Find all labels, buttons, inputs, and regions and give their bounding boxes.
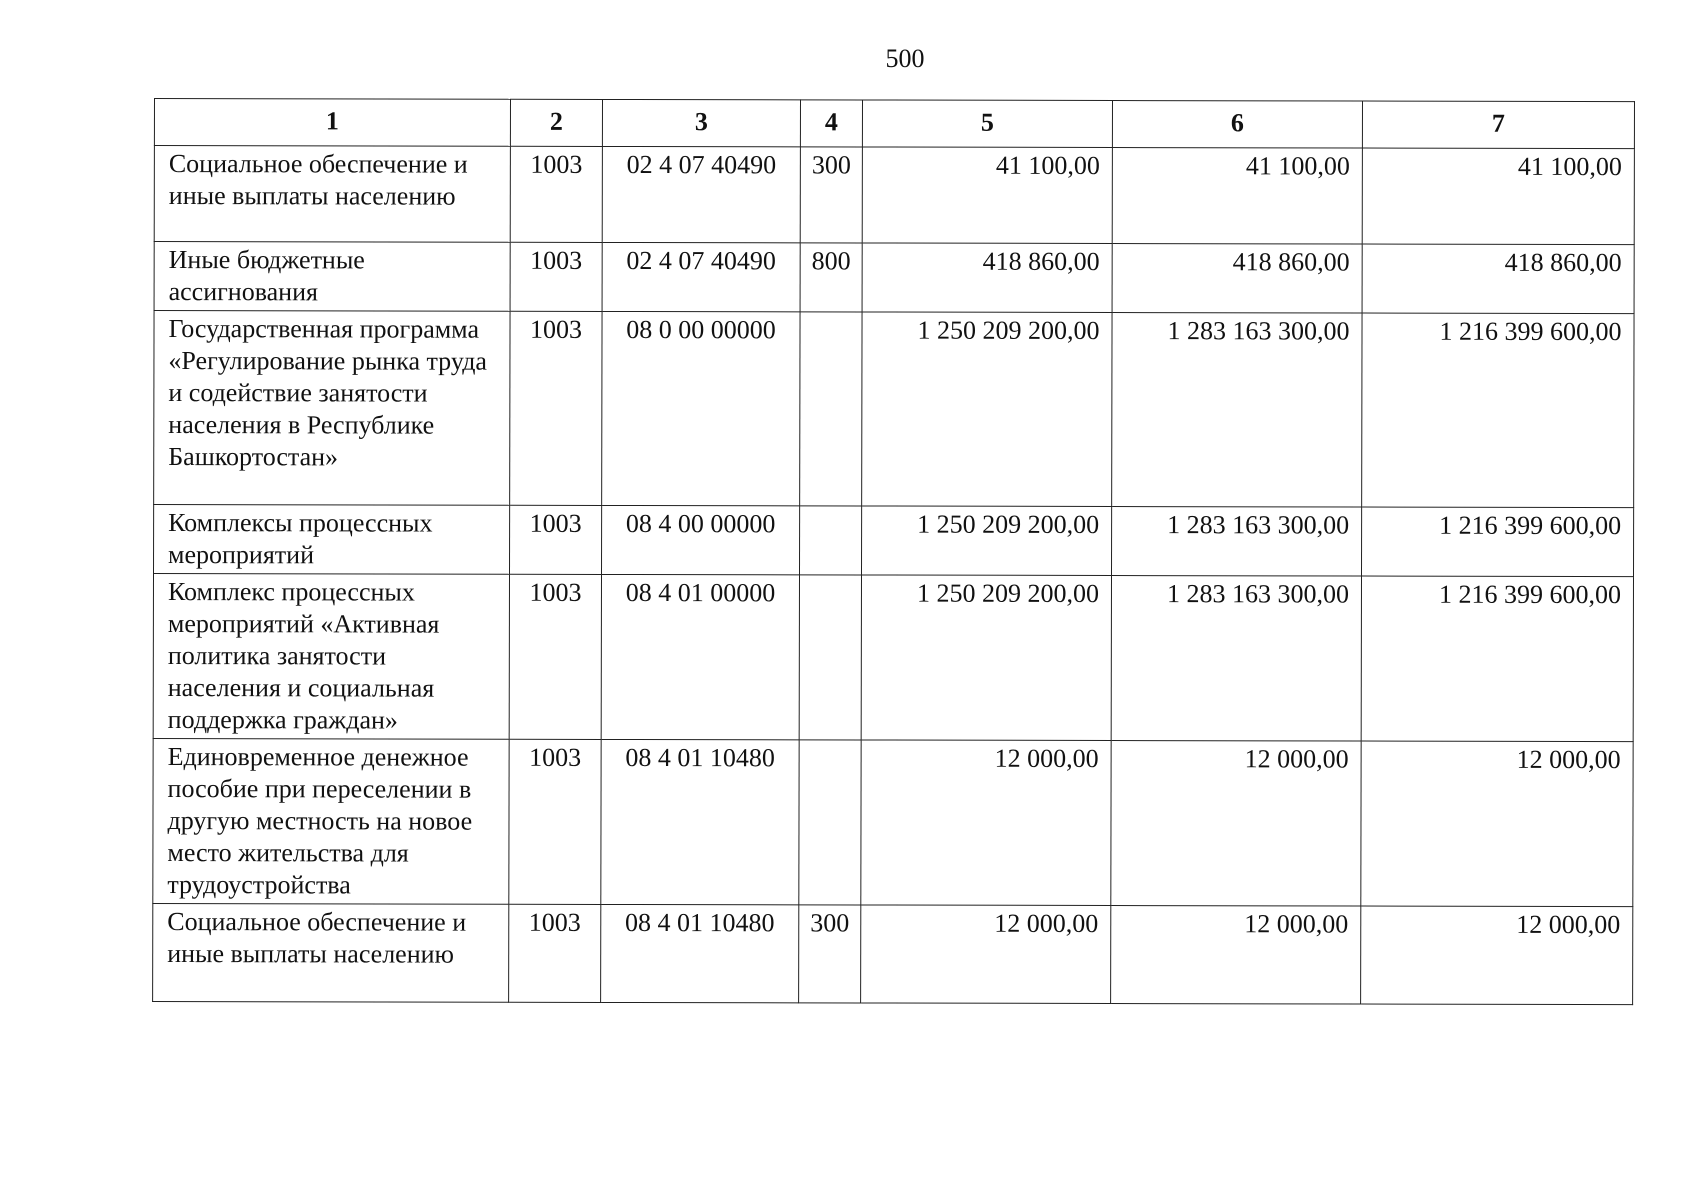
row-sum-6: 41 100,00 xyxy=(1112,148,1362,245)
row-sum-6: 1 283 163 300,00 xyxy=(1112,507,1362,577)
row-sum-6: 418 860,00 xyxy=(1112,244,1362,314)
page-number: 500 xyxy=(885,44,925,73)
row-type: 300 xyxy=(800,147,862,243)
row-type: 300 xyxy=(799,905,861,1003)
row-sum-7: 1 216 399 600,00 xyxy=(1362,313,1634,508)
row-sum-7: 12 000,00 xyxy=(1361,906,1633,1005)
row-type xyxy=(800,312,862,506)
row-section: 1003 xyxy=(510,242,602,311)
row-section: 1003 xyxy=(509,574,601,739)
row-section: 1003 xyxy=(510,505,602,574)
row-sum-6: 12 000,00 xyxy=(1111,906,1361,1005)
row-name: Иные бюджетные ассигнования xyxy=(154,242,510,312)
row-section: 1003 xyxy=(510,311,602,505)
row-sum-5: 418 860,00 xyxy=(862,243,1112,313)
row-sum-6: 1 283 163 300,00 xyxy=(1112,313,1362,508)
row-sum-5: 1 250 209 200,00 xyxy=(861,575,1111,741)
column-header-2: 2 xyxy=(510,99,602,146)
row-name: Социальное обеспечение и иные выплаты населению xyxy=(153,903,509,1002)
row-target: 08 4 00 00000 xyxy=(602,505,800,574)
row-target: 08 4 01 10480 xyxy=(601,904,799,1002)
row-target: 02 4 07 40490 xyxy=(602,146,800,242)
row-sum-6: 1 283 163 300,00 xyxy=(1111,576,1361,742)
row-sum-7: 1 216 399 600,00 xyxy=(1361,576,1633,742)
budget-table xyxy=(152,98,1635,1005)
table-row xyxy=(154,311,1634,508)
row-sum-5: 1 250 209 200,00 xyxy=(862,312,1112,507)
row-type: 800 xyxy=(800,243,862,312)
row-target: 08 0 00 00000 xyxy=(602,311,800,505)
table-row xyxy=(154,242,1634,314)
table-row xyxy=(153,574,1633,742)
row-sum-7: 41 100,00 xyxy=(1362,148,1634,245)
row-sum-7: 418 860,00 xyxy=(1362,244,1634,314)
row-sum-7: 1 216 399 600,00 xyxy=(1362,507,1634,577)
column-header-7: 7 xyxy=(1362,101,1634,149)
row-name: Социальное обеспечение и иные выплаты населению xyxy=(154,146,510,243)
row-name: Комплекс процессных мероприятий «Активная политика занятости населения и социальная поддержка граждан» xyxy=(153,574,509,740)
table-row xyxy=(153,903,1633,1004)
row-type xyxy=(799,740,861,905)
row-section: 1003 xyxy=(509,739,601,904)
table-row xyxy=(154,505,1634,577)
row-sum-6: 12 000,00 xyxy=(1111,741,1361,907)
row-section: 1003 xyxy=(509,904,601,1002)
row-target: 08 4 01 10480 xyxy=(601,739,799,904)
row-sum-5: 12 000,00 xyxy=(861,740,1111,906)
row-sum-5: 1 250 209 200,00 xyxy=(862,506,1112,576)
header-row xyxy=(154,99,1634,149)
table-row xyxy=(153,738,1633,906)
row-name: Единовременное денежное пособие при переселении в другую местность на новое место жительства для трудоустройства xyxy=(153,738,509,904)
row-type xyxy=(799,575,861,740)
row-target: 02 4 07 40490 xyxy=(602,242,800,311)
column-header-3: 3 xyxy=(602,99,800,146)
column-header-1: 1 xyxy=(154,99,510,147)
row-section: 1003 xyxy=(510,146,602,242)
column-header-6: 6 xyxy=(1112,101,1362,149)
row-sum-5: 12 000,00 xyxy=(861,905,1111,1004)
row-type xyxy=(800,506,862,575)
table-row xyxy=(154,146,1634,245)
row-target: 08 4 01 00000 xyxy=(601,574,799,739)
column-header-4: 4 xyxy=(800,100,862,147)
row-name: Комплексы процессных мероприятий xyxy=(154,505,510,575)
row-name: Государственная программа «Регулирование рынка труда и содействие занятости населения в Республике Башкортостан» xyxy=(154,311,510,506)
row-sum-7: 12 000,00 xyxy=(1361,741,1633,907)
column-header-5: 5 xyxy=(862,100,1112,148)
row-sum-5: 41 100,00 xyxy=(862,147,1112,244)
